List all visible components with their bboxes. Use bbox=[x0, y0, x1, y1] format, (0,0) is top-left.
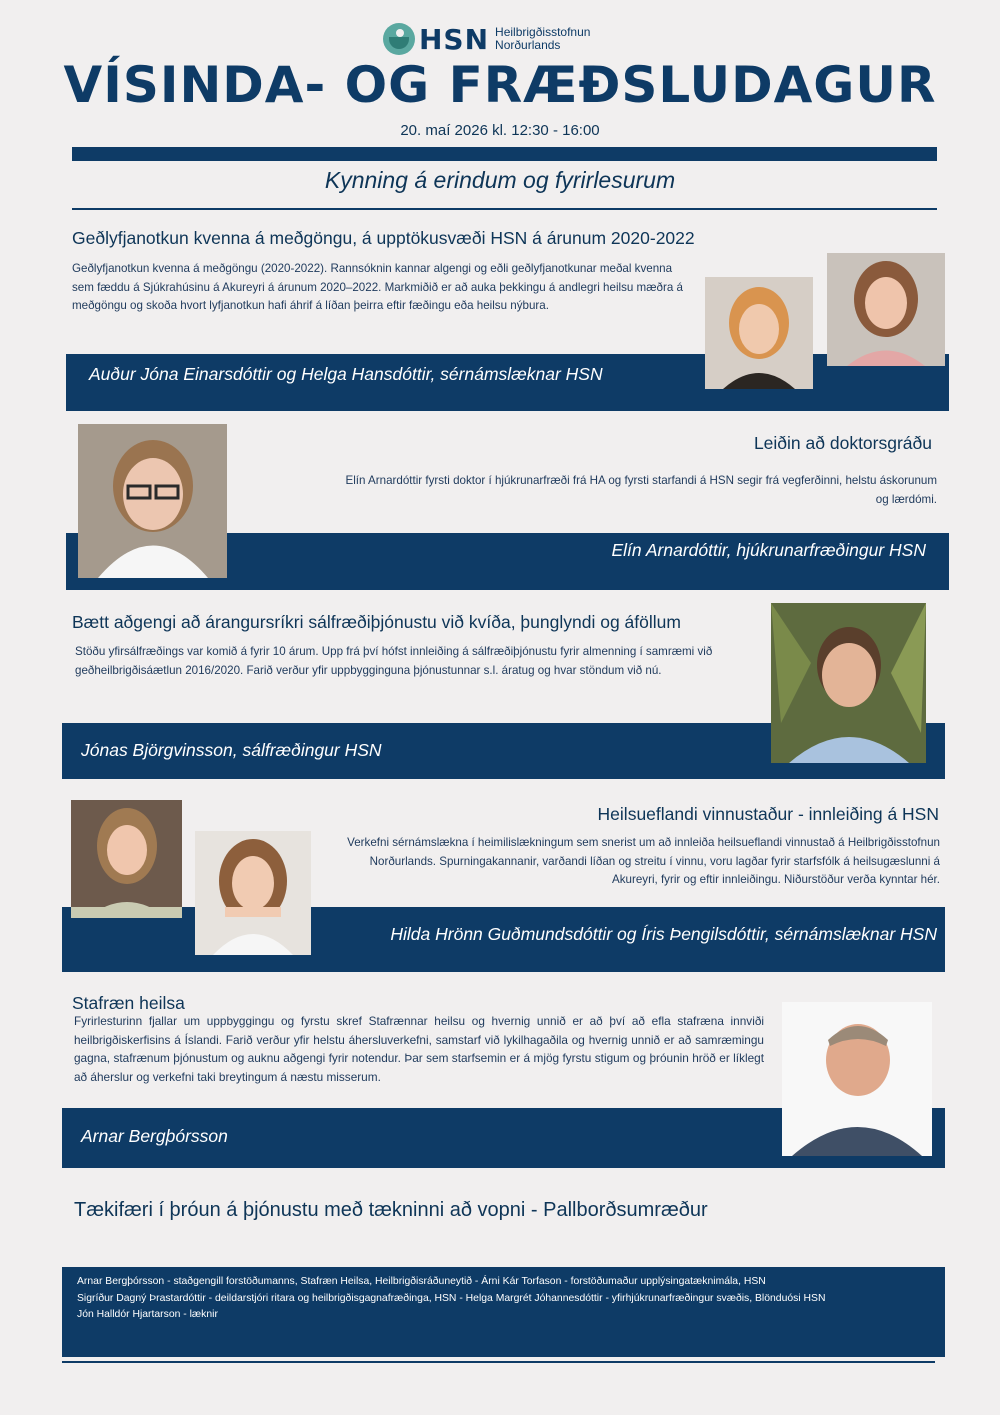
speaker-photo-audur bbox=[705, 277, 813, 389]
talk-2-description: Elín Arnardóttir fyrsti doktor í hjúkrunarfræði frá HA og fyrsti starfandi á HSN segir frá vegferðinni, helstu áskorunum og lærdómi. bbox=[345, 474, 937, 506]
hsn-logo bbox=[383, 22, 590, 56]
logo-name: HSN bbox=[419, 22, 490, 56]
speaker-photo-hilda bbox=[71, 800, 182, 918]
talk-3-speakers: Jónas Björgvinsson, sálfræðingur HSN bbox=[81, 740, 382, 760]
talk-3-description: Stöðu yfirsálfræðings var komið á fyrir 10 árum. Upp frá því hófst innleiðing á sálfræðiþjónustu fyrir almenning í samræmi við geðheilbrigðisáætlun 2016/2020. Farið verður yfir uppbygginguna þjónustunnar s.l. áratug og hvar stöndum við nú. bbox=[75, 645, 713, 677]
talk-4-speakers: Hilda Hrönn Guðmundsdóttir og Íris Þengilsdóttir, sérnámslæknar HSN bbox=[390, 924, 937, 944]
speaker-photo-arnar bbox=[782, 1002, 932, 1156]
panel-title: Tækifæri í þróun á þjónustu með tækninni að vopni - Pallborðsumræður bbox=[74, 1199, 708, 1221]
page-title: VÍSINDA- OG FRÆÐSLUDAGUR bbox=[63, 56, 937, 114]
logo-line-2: Norðurlands bbox=[495, 38, 561, 52]
talk-3-title: Bætt aðgengi að árangursríkri sálfræðiþjónustu við kvíða, þunglyndi og áföllum bbox=[72, 612, 681, 632]
speaker-photo-jonas bbox=[771, 603, 926, 763]
footer-divider bbox=[62, 1361, 935, 1363]
talk-4-description: Verkefni sérnámslækna í heimilislækningum sem snerist um að innleiða heilsueflandi vinnustað á Heilbrigðisstofnun Norðurlands. Spurningakannanir, varðandi líðan og streitu í vinnu, voru lagðar fyrir starfsfólk á heilsugæslunni á Akureyri, fyrir og eftir innleiðingu. Niðurstöður verða kynntar hér. bbox=[347, 836, 940, 886]
hsn-logo-icon bbox=[383, 23, 415, 55]
talk-5-title: Stafræn heilsa bbox=[72, 993, 185, 1013]
talk-4-title: Heilsueflandi vinnustaður - innleiðing á HSN bbox=[597, 804, 939, 824]
event-date: 20. maí 2026 kl. 12:30 - 16:00 bbox=[400, 122, 600, 139]
speaker-photo-helga bbox=[827, 253, 945, 366]
logo-line-1: Heilbrigðisstofnun bbox=[495, 25, 591, 39]
header-bar bbox=[72, 147, 937, 161]
talk-1-title: Geðlyfjanotkun kvenna á meðgöngu, á upptökusvæði HSN á árunum 2020-2022 bbox=[72, 228, 695, 248]
speaker-photo-elin-lower bbox=[78, 533, 227, 578]
talk-1-description: Geðlyfjanotkun kvenna á meðgöngu (2020-2022). Rannsóknin kannar algengi og eðli geðlyfjanotkunar meðal kvenna sem fæddu á Sjúkrahúsinu á Akureyri á árunum 2020–2022. Markmiðið er að auka þekkingu á andlegri heilsu mæðra á meðgöngu og skoða hvort lyfjanotkun hafi áhrif á líðan þeirra eftir fæðingu eða heilsu nýbura. bbox=[72, 262, 683, 312]
panel-participants-line-3: Jón Halldór Hjartarson - læknir bbox=[77, 1309, 218, 1320]
panel-participants-line-1: Arnar Bergþórsson - staðgengill forstöðumanns, Stafræn Heilsa, Heilbrigðisráðuneytið - Árni Kár Torfason - forstöðumaður upplýsingatæknimála, HSN bbox=[77, 1276, 766, 1287]
talk-2-speakers: Elín Arnardóttir, hjúkrunarfræðingur HSN bbox=[611, 540, 926, 560]
intro-heading: Kynning á erindum og fyrirlesurum bbox=[324, 167, 676, 193]
speaker-photo-iris-lower bbox=[195, 907, 311, 955]
panel-participants-line-2: Sigríður Dagný Þrastardóttir - deildarstjóri ritara og heilbrigðisgagnafræðinga, HSN - Helga Margrét Jóhannesdóttir - yfirhjúkrunarfræðingur svæðis, Blönduósi HSN bbox=[77, 1293, 826, 1304]
talk-5-description: Fyrirlesturinn fjallar um uppbyggingu og fyrstu skref Stafrænnar heilsu og hvernig unnið er að því að efla stafræna innviði heilbrigðiskerfisins á Íslandi. Farið verður yfir helstu áhersluverkefni, samstarf við lykilhagaðila og hvernig unnið er að samræmingu gagna, stafrænum þjónustum og auknu aðgengi fyrir notendur. Þar sem starfsemin er á mjög fyrstu stigum og þróunin hröð er líklegt að áherslur og verkefni taki breytingum á næstu misserum. bbox=[74, 1014, 764, 1084]
talk-5-speakers: Arnar Bergþórsson bbox=[81, 1126, 228, 1146]
talk-2-title: Leiðin að doktorsgráðu bbox=[753, 433, 932, 453]
logo-subtitle bbox=[495, 26, 590, 52]
talk-1-speakers: Auður Jóna Einarsdóttir og Helga Hansdóttir, sérnámslæknar HSN bbox=[89, 364, 603, 384]
header-divider bbox=[72, 208, 937, 210]
speaker-photo-hilda-lower bbox=[71, 907, 182, 918]
